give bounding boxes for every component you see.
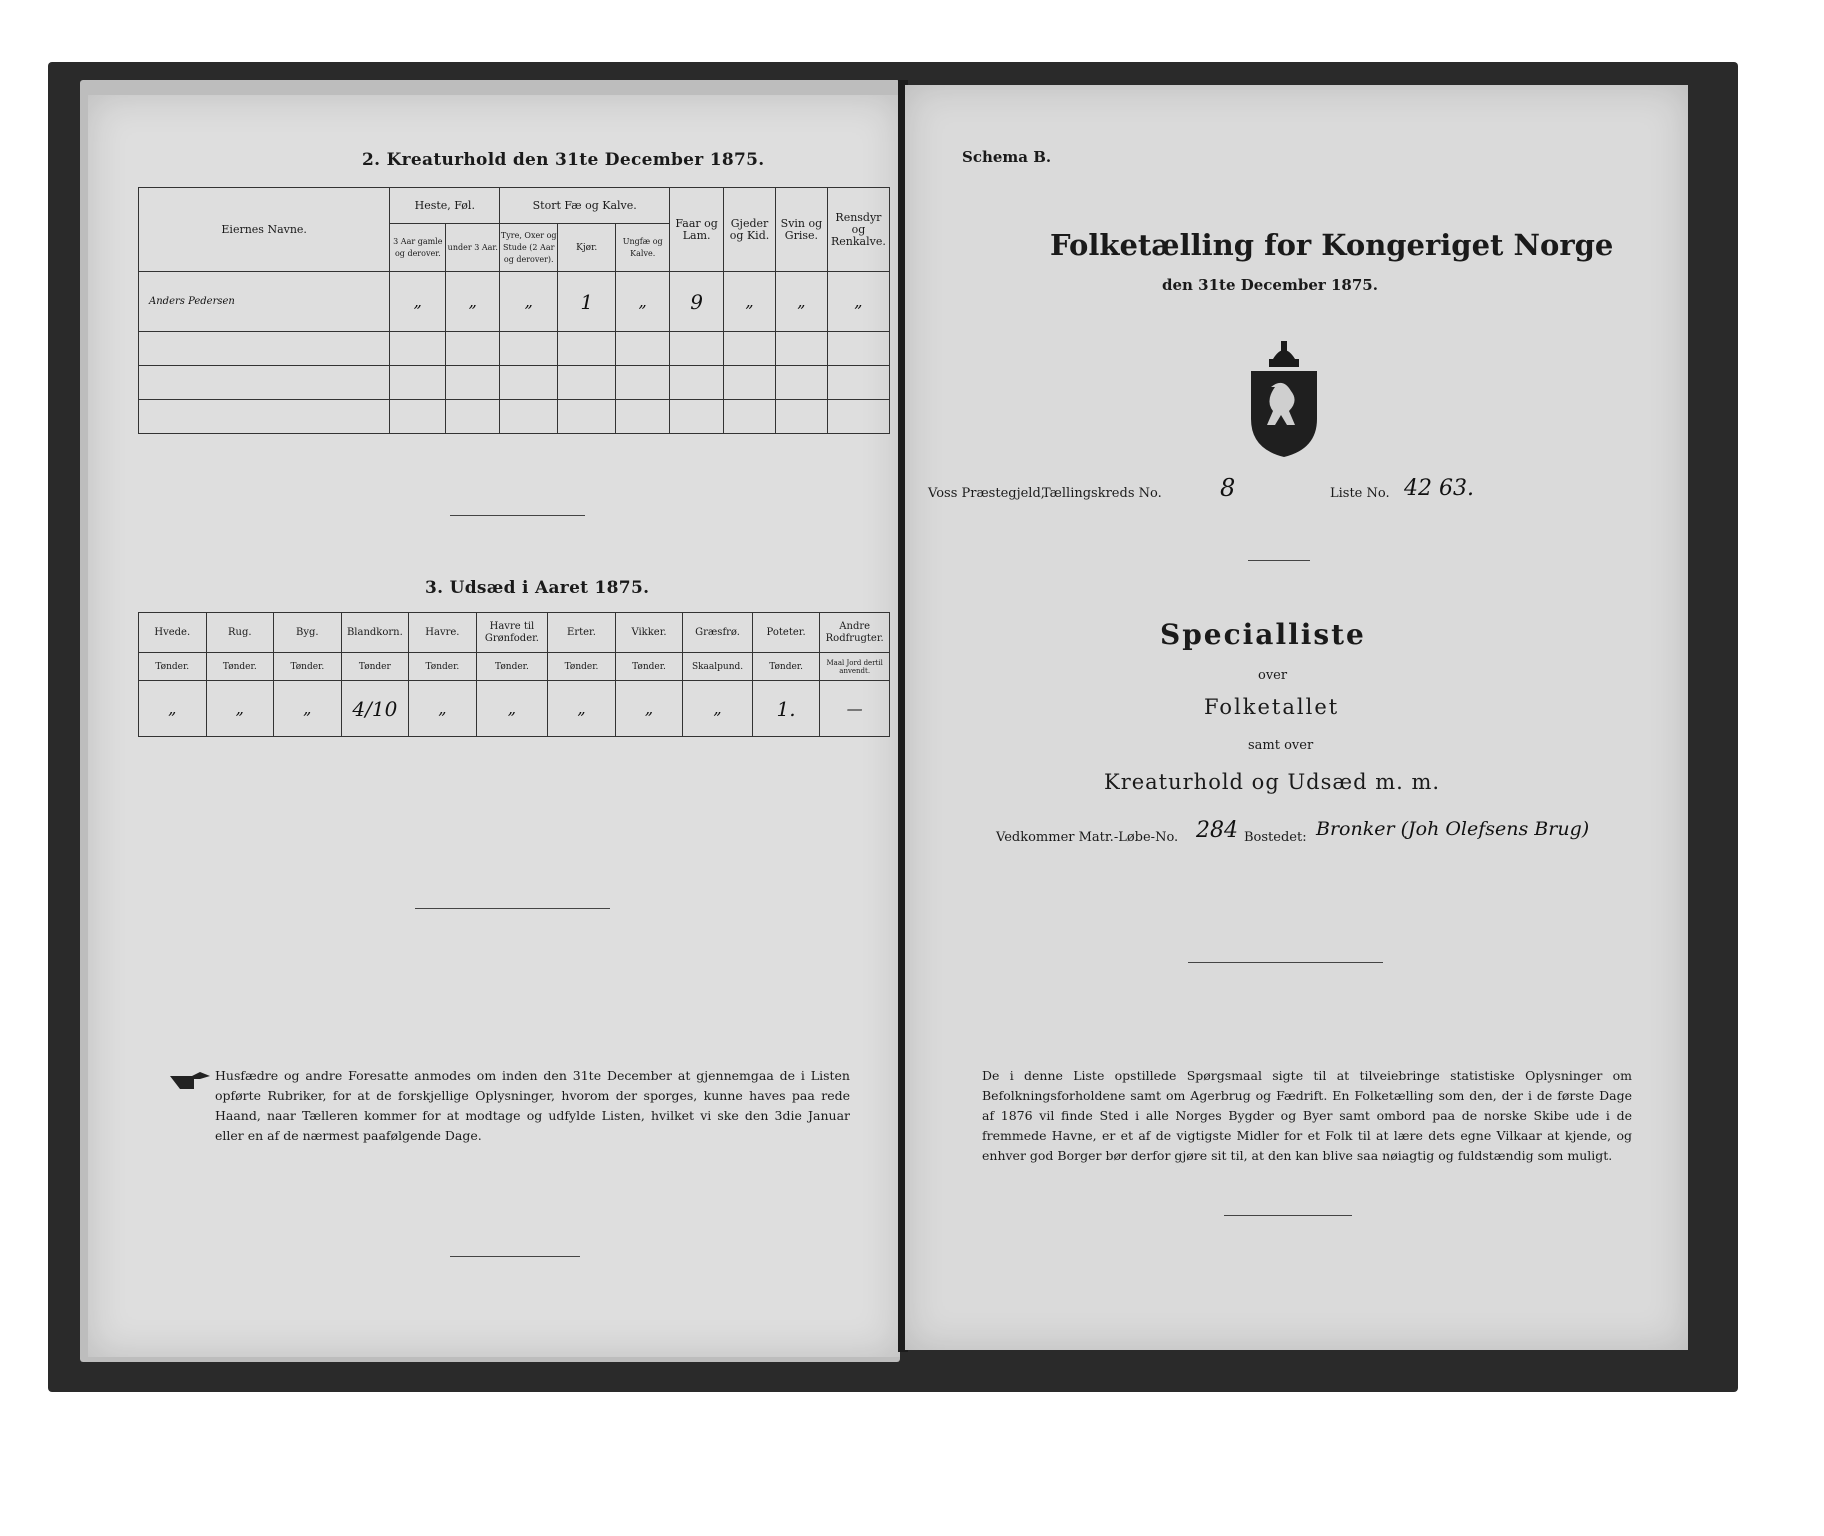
kreds-label: Tællingskreds No. [1042,486,1162,501]
header-vikker: Vikker. [615,613,683,653]
cell-value: „ [548,681,616,737]
cell-value: „ [409,681,477,737]
divider [450,1256,580,1257]
header-andre: Andre Rodfrugter. [820,613,890,653]
cell-value: — [820,681,890,737]
schema-label: Schema B. [962,148,1052,166]
header-hvede: Hvede. [139,613,207,653]
section2-title: 2. Kreaturhold den 31te December 1875. [362,150,765,170]
divider [450,515,585,516]
unit-label: Tønder. [206,653,274,681]
header-graesfro: Græsfrø. [683,613,753,653]
cell-value: „ [683,681,753,737]
header-heste: Heste, Føl. [390,188,500,224]
info-paragraph: De i denne Liste opstillede Spørgsmaal sigte til at tilveiebringe statistiske Oplysninger om Befolkningsforholdene samt om Agerbrug og Fædrift. En Folketælling som den, der i de første Dage af 1876 vil finde Sted i alle Norges Bygder og Byer samt ombord paa de norske Skibe ude i de fremmede Havne, er et af de vigtigste Midler for et Folk til at lære dets egne Vilkaar at kjende, og enhver god Borger bør derfor gjøre sit til, at den kan blive saa nøiagtig og fuldstændig som muligt. [982,1068,1632,1163]
unit-label: Tønder. [615,653,683,681]
cell-value: 1. [752,681,820,737]
unit-label: Tønder. [139,653,207,681]
samt-over-label: samt over [1248,738,1314,753]
cell-value: „ [775,272,827,332]
unit-label: Tønder. [274,653,342,681]
header-owner: Eiernes Navne. [139,188,390,272]
header-heste-sub1: 3 Aar gamle og derover. [390,224,446,272]
bosted-label: Bostedet: [1244,830,1307,845]
section3-title: 3. Udsæd i Aaret 1875. [425,578,650,598]
kreds-value: 8 [1220,474,1236,502]
unit-label: Tønder [341,653,409,681]
header-rug: Rug. [206,613,274,653]
liste-value: 42 63. [1404,476,1474,501]
cell-value: „ [139,681,207,737]
cell-value: „ [446,272,500,332]
unit-label: Tønder. [752,653,820,681]
header-gjeder: Gjeder og Kid. [724,188,776,272]
bosted-value: Bronker (Joh Olefsens Brug) [1316,818,1590,840]
over-label: over [1258,668,1288,683]
unit-label: Maal Jord dertil anvendt. [820,653,890,681]
header-stort-sub2: Kjør. [558,224,616,272]
header-blandkorn: Blandkorn. [341,613,409,653]
header-poteter: Poteter. [752,613,820,653]
cell-value: „ [206,681,274,737]
divider [1224,1215,1352,1216]
table-row [139,366,890,400]
cell-value: „ [724,272,776,332]
header-svin: Svin og Grise. [775,188,827,272]
coat-of-arms-icon [1245,337,1323,459]
kreaturhold-label: Kreaturhold og Udsæd m. m. [1104,770,1441,794]
header-byg: Byg. [274,613,342,653]
matr-value: 284 [1196,818,1238,843]
livestock-table [138,187,890,434]
table-row [139,272,890,332]
folketallet-label: Folketallet [1204,695,1340,719]
divider [1248,560,1310,561]
cell-value: „ [615,681,683,737]
cell-value: „ [274,681,342,737]
notice-text: Husfædre og andre Foresatte anmodes om inden den 31te December at gjennemgaa de i Listen opførte Rubriker, for at de forskjellige Oplysninger, hvorom der sporges, kunne haves paa rede Haand, naar Tælleren kommer for at modtage og udfylde Listen, hvilket vi ske den 3die Januar eller en af de nærmest paafølgende Dage. [215,1068,850,1143]
cell-value: 9 [670,272,724,332]
table-row [139,681,890,737]
header-erter: Erter. [548,613,616,653]
unit-label: Tønder. [548,653,616,681]
header-heste-sub2: under 3 Aar. [446,224,500,272]
cell-value: „ [476,681,548,737]
prestegjeld-label: Voss Præstegjeld, [928,486,1045,501]
main-date: den 31te December 1875. [1162,276,1378,294]
cell-value: „ [390,272,446,332]
specialliste-title: Specialliste [1160,618,1366,651]
cell-value: „ [616,272,670,332]
cell-value: 1 [558,272,616,332]
unit-label: Tønder. [409,653,477,681]
table-row [139,332,890,366]
matr-label: Vedkommer Matr.-Løbe-No. [996,830,1179,845]
owner-name: Anders Pedersen [139,272,390,332]
header-havre-gronfoder: Havre til Grønfoder. [476,613,548,653]
liste-label: Liste No. [1330,486,1390,501]
header-stort: Stort Fæ og Kalve. [500,188,670,224]
header-havre: Havre. [409,613,477,653]
unit-label: Tønder. [476,653,548,681]
pointing-hand-icon [168,1070,212,1092]
header-faar: Faar og Lam. [670,188,724,272]
divider [1188,962,1383,963]
cell-value: „ [500,272,558,332]
header-stort-sub3: Ungfæ og Kalve. [616,224,670,272]
main-title: Folketælling for Kongeriget Norge [1050,228,1614,262]
sowing-table [138,612,890,737]
cell-value: „ [827,272,889,332]
table-row [139,400,890,434]
header-stort-sub1: Tyre, Oxer og Stude (2 Aar og derover). [500,224,558,272]
cell-value: 4/10 [341,681,409,737]
header-rensdyr: Rensdyr og Renkalve. [827,188,889,272]
unit-label: Skaalpund. [683,653,753,681]
divider [415,908,610,909]
